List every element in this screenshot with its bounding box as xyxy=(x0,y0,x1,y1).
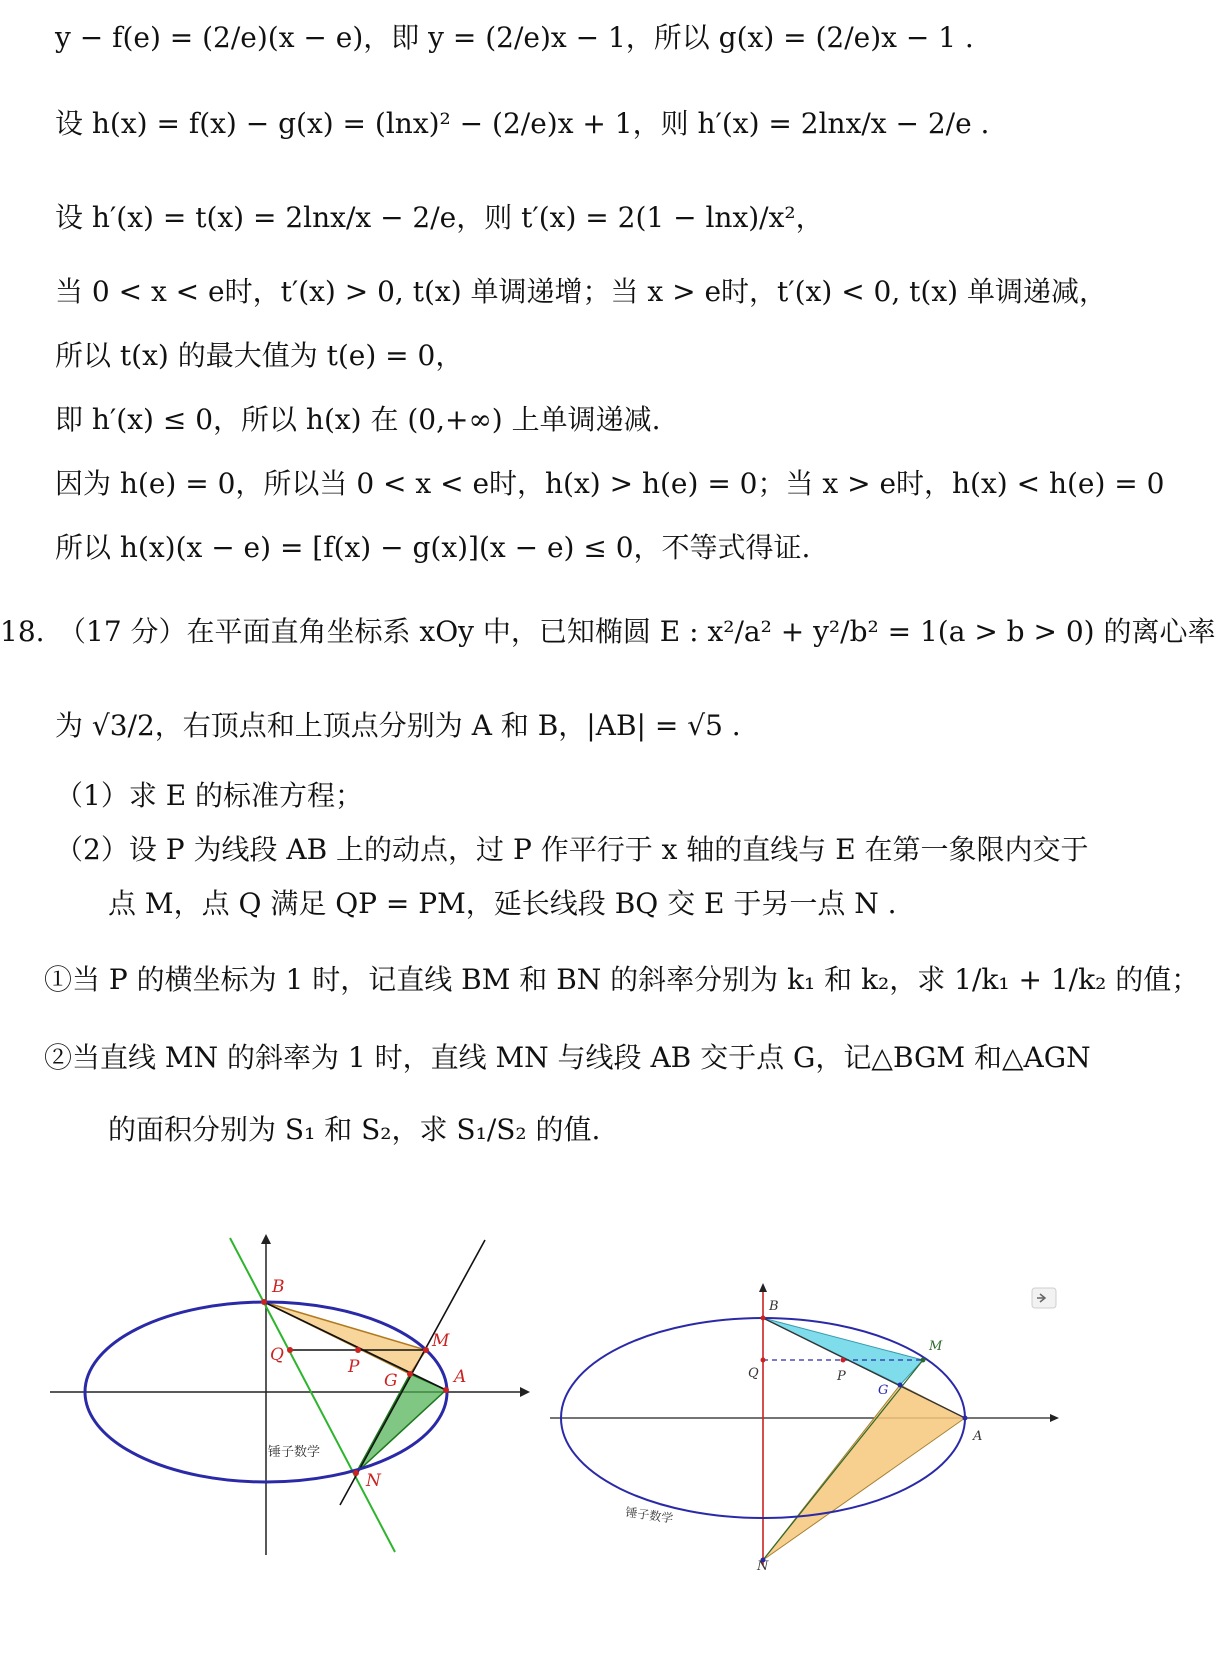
label-P: P xyxy=(348,1357,360,1377)
question-number: 18. xyxy=(0,615,45,648)
point-A xyxy=(963,1416,968,1421)
problem-part1: （1）求 E 的标准方程； xyxy=(55,779,364,812)
solution-line-1: y − f(e) = (2/e)(x − e)，即 y = (2/e)x − 1，所以 g(x) = (2/e)x − 1 . xyxy=(55,21,974,54)
solution-line-2: 设 h(x) = f(x) − g(x) = (lnx)² − (2/e)x + 1，则 h′(x) = 2lnx/x − 2/e . xyxy=(55,107,990,140)
point-A xyxy=(443,1387,449,1393)
label-P: P xyxy=(837,1369,846,1384)
watermark-right: 锤子数学 xyxy=(624,1505,675,1526)
problem-stem-line2: 为 √3/2，右顶点和上顶点分别为 A 和 B，|AB| = √5 . xyxy=(55,709,741,742)
label-M: M xyxy=(929,1339,943,1354)
problem-part2-line1: （2）设 P 为线段 AB 上的动点，过 P 作平行于 x 轴的直线与 E 在第一象限内交于 xyxy=(55,833,1089,866)
problem-sub2-line1: ②当直线 MN 的斜率为 1 时，直线 MN 与线段 AB 交于点 G，记△BGM 和△AGN xyxy=(44,1041,1091,1074)
problem-sub1: ①当 P 的横坐标为 1 时，记直线 BM 和 BN 的斜率分别为 k₁ 和 k₂，求 1/k₁ + 1/k₂ 的值； xyxy=(44,963,1200,996)
point-G xyxy=(898,1383,903,1388)
point-N xyxy=(353,1470,359,1476)
label-Q: Q xyxy=(748,1366,759,1381)
label-N: N xyxy=(757,1559,769,1574)
watermark-left: 锤子数学 xyxy=(268,1445,321,1460)
solution-line-4: 当 0 < x < e时，t′(x) > 0, t(x) 单调递增；当 x > e时，t′(x) < 0, t(x) 单调递减， xyxy=(55,275,1107,308)
line-BN xyxy=(230,1238,395,1552)
figure-right xyxy=(545,1280,1065,1574)
problem-stem-line1: （17 分）在平面直角坐标系 xOy 中，已知椭圆 E : x²/a² + y²/b² = 1(a > b > 0) 的离心率 xyxy=(58,615,1216,648)
solution-line-5: 所以 t(x) 的最大值为 t(e) = 0， xyxy=(55,339,464,372)
label-A: A xyxy=(454,1367,467,1387)
point-G xyxy=(407,1371,413,1377)
triangle-AGN xyxy=(356,1374,446,1473)
figure-left xyxy=(40,1230,530,1560)
label-G: G xyxy=(384,1371,398,1391)
x-axis-arrow xyxy=(1050,1414,1059,1422)
solution-line-3: 设 h′(x) = t(x) = 2lnx/x − 2/e，则 t′(x) = 2(1 − lnx)/x²， xyxy=(55,201,824,234)
point-B xyxy=(261,1299,267,1305)
point-M xyxy=(423,1347,429,1353)
triangle-BGM xyxy=(264,1302,426,1374)
y-axis-arrow xyxy=(261,1234,271,1244)
point-P xyxy=(841,1358,846,1363)
label-B: B xyxy=(272,1277,285,1297)
solution-line-7: 因为 h(e) = 0，所以当 0 < x < e时，h(x) > h(e) = 0；当 x > e时，h(x) < h(e) = 0 xyxy=(55,467,1165,500)
point-P xyxy=(355,1347,361,1353)
point-M xyxy=(921,1358,926,1363)
label-M: M xyxy=(432,1331,450,1351)
solution-line-8: 所以 h(x)(x − e) = [f(x) − g(x)](x − e) ≤ 0，不等式得证. xyxy=(55,531,811,564)
label-B: B xyxy=(769,1299,779,1314)
triangle-AGN xyxy=(763,1385,965,1560)
point-B xyxy=(761,1316,766,1321)
label-G: G xyxy=(878,1383,889,1398)
problem-sub2-line2: 的面积分别为 S₁ 和 S₂，求 S₁/S₂ 的值. xyxy=(108,1113,601,1146)
problem-part2-line2: 点 M，点 Q 满足 QP = PM，延长线段 BQ 交 E 于另一点 N . xyxy=(108,887,897,920)
y-axis-arrow xyxy=(759,1283,767,1292)
label-Q: Q xyxy=(270,1345,284,1365)
label-A: A xyxy=(973,1429,983,1444)
point-Q xyxy=(287,1347,293,1353)
x-axis-arrow xyxy=(520,1387,530,1397)
segment-AB xyxy=(763,1318,965,1418)
solution-line-6: 即 h′(x) ≤ 0，所以 h(x) 在 (0,+∞) 上单调递减. xyxy=(55,403,661,436)
label-N: N xyxy=(366,1471,381,1491)
point-Q xyxy=(761,1358,766,1363)
